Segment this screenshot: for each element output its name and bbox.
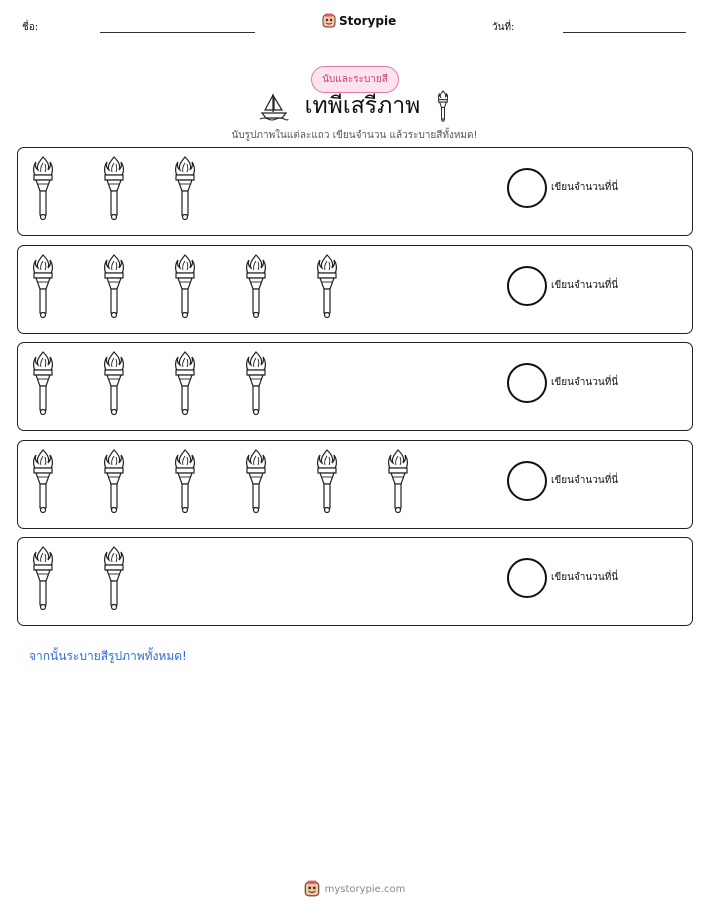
counting-rows bbox=[17, 147, 693, 635]
answer-prompt: เขียนจำนวนที่นี่ bbox=[551, 377, 619, 388]
worksheet-tag: นับและระบายสี bbox=[311, 66, 399, 93]
torch-icon bbox=[30, 155, 56, 221]
footer-site: mystorypie.com bbox=[324, 883, 406, 895]
torch-icon bbox=[172, 448, 198, 514]
counting-row bbox=[17, 342, 693, 431]
torch-icon bbox=[314, 253, 340, 319]
answer-prompt: เขียนจำนวนที่นี่ bbox=[551, 572, 619, 583]
torch-icon bbox=[172, 155, 198, 221]
torch-icon bbox=[101, 448, 127, 514]
storypie-mascot-icon bbox=[322, 13, 336, 29]
storypie-mascot-icon bbox=[304, 880, 320, 898]
torch-icon bbox=[30, 253, 56, 319]
torch-icon bbox=[30, 448, 56, 514]
torch-title-icon bbox=[436, 90, 450, 122]
torch-icon bbox=[101, 545, 127, 611]
torch-icon bbox=[101, 350, 127, 416]
sailboat-icon bbox=[259, 91, 289, 121]
date-label: วันที่: bbox=[492, 22, 515, 33]
footer bbox=[0, 880, 709, 898]
torch-icon bbox=[101, 253, 127, 319]
answer-circle[interactable] bbox=[507, 558, 547, 598]
answer-prompt: เขียนจำนวนที่นี่ bbox=[551, 279, 619, 291]
color-instruction: จากนั้นระบายสีรูปภาพทั้งหมด! bbox=[29, 649, 187, 663]
answer-circle[interactable] bbox=[507, 363, 547, 403]
torch-icon bbox=[172, 350, 198, 416]
torch-icon bbox=[385, 448, 411, 514]
counting-row bbox=[17, 440, 693, 529]
name-label: ชื่อ: bbox=[22, 22, 39, 33]
torch-icon bbox=[172, 253, 198, 319]
torch-icon bbox=[30, 545, 56, 611]
answer-circle[interactable] bbox=[507, 168, 547, 208]
torch-icon bbox=[243, 253, 269, 319]
torch-icon bbox=[314, 448, 340, 514]
counting-row bbox=[17, 537, 693, 626]
storypie-logo bbox=[322, 13, 396, 29]
torch-icon bbox=[101, 155, 127, 221]
answer-prompt: เขียนจำนวนที่นี่ bbox=[551, 474, 619, 486]
brand-name: Storypie bbox=[339, 14, 397, 28]
answer-circle[interactable] bbox=[507, 266, 547, 306]
page-title: เทพีเสรีภาพ bbox=[304, 93, 421, 119]
torch-icon bbox=[30, 350, 56, 416]
worksheet-subtitle: นับรูปภาพในแต่ละแถว เขียนจำนวน แล้วระบายสีทั้งหมด! bbox=[231, 130, 478, 141]
title-row bbox=[0, 88, 709, 124]
name-line[interactable] bbox=[100, 32, 255, 33]
date-line[interactable] bbox=[563, 32, 686, 33]
torch-icon bbox=[243, 350, 269, 416]
torch-icon bbox=[243, 448, 269, 514]
counting-row bbox=[17, 147, 693, 236]
answer-prompt: เขียนจำนวนที่นี่ bbox=[551, 182, 619, 193]
answer-circle[interactable] bbox=[507, 461, 547, 501]
counting-row bbox=[17, 245, 693, 334]
